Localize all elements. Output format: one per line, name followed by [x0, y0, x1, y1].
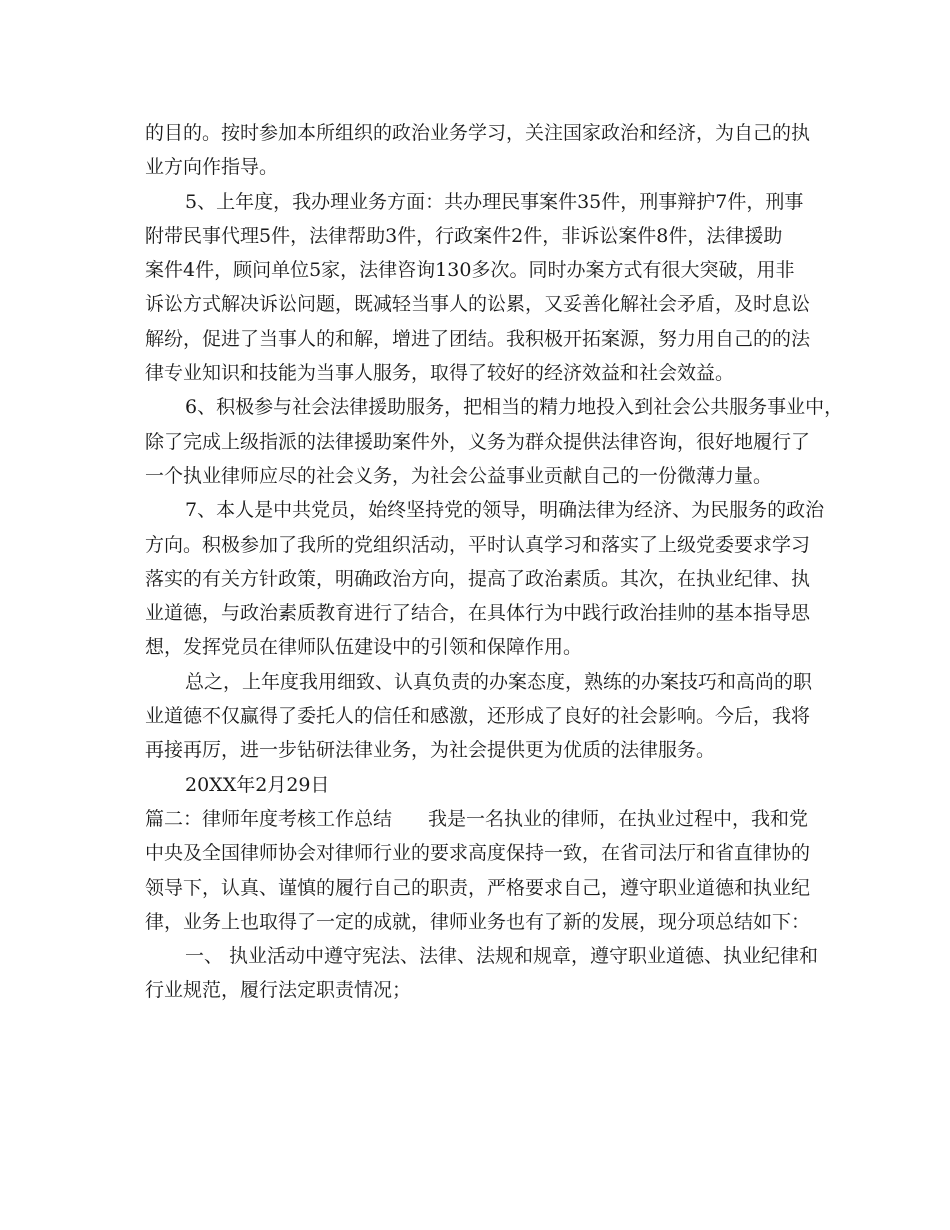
paragraph-6-start: 6、积极参与社会法律援助服务，把相当的精力地投入到社会公共服务事业中， — [185, 396, 844, 419]
section-title-line — [145, 802, 820, 836]
text-line: 业道德不仅赢得了委托人的信任和感激，还形成了良好的社会影响。今后，我将 — [145, 705, 811, 728]
date-line: 20XX年2月29日 — [185, 773, 330, 796]
text-line: 落实的有关方针政策，明确政治方向，提高了政治素质。其次，在执业纪律、执 — [145, 567, 811, 590]
text-line: 案件4件，顾问单位5家，法律咨询130多次。同时办案方式有很大突破，用非 — [145, 259, 795, 282]
section-title: 篇二：律师年度考核工作总结 — [145, 807, 393, 830]
text-line: 律，业务上也取得了一定的成就，律师业务也有了新的发展，现分项总结如下： — [145, 910, 811, 933]
paragraph-7-start: 7、本人是中共党员，始终坚持党的领导，明确法律为经济、为民服务的政治 — [185, 499, 825, 522]
text-line: 除了完成上级指派的法律援助案件外，义务为群众提供法律咨询，很好地履行了 — [145, 430, 811, 453]
text-line: 诉讼方式解决诉讼问题，既减轻当事人的讼累，又妥善化解社会矛盾，及时息讼 — [145, 293, 811, 316]
text-line: 行业规范，履行法定职责情况； — [145, 979, 412, 1002]
text-line: 业道德，与政治素质教育进行了结合，在具体行为中践行政治挂帅的基本指导思 — [145, 602, 811, 625]
text-line: 方向。积极参加了我所的党组织活动，平时认真学习和落实了上级党委要求学习 — [145, 533, 811, 556]
text-line: 想，发挥党员在律师队伍建设中的引领和保障作用。 — [145, 636, 583, 659]
text-line: 律专业知识和技能为当事人服务，取得了较好的经济效益和社会效益。 — [145, 362, 735, 385]
text-line: 再接再厉，进一步钻研法律业务，为社会提供更为优质的法律服务。 — [145, 739, 716, 762]
summary-paragraph-start: 总之，上年度我用细致、认真负责的办案态度，熟练的办案技巧和高尚的职 — [185, 670, 813, 693]
item-one-start: 一、 执业活动中遵守宪法、法律、法规和规章，遵守职业道德、执业纪律和 — [185, 945, 819, 968]
text-line: 中央及全国律师协会对律师行业的要求高度保持一致，在省司法厅和省直律协的 — [145, 842, 811, 865]
text-line: 一个执业律师应尽的社会义务，为社会公益事业贡献自己的一份微薄力量。 — [145, 464, 773, 487]
document-body — [145, 116, 844, 1008]
text-line: 附带民事代理5件，法律帮助3件，行政案件2件，非诉讼案件8件，法律援助 — [145, 224, 783, 247]
text-line: 业方向作指导。 — [145, 156, 279, 179]
paragraph-5-start: 5、上年度，我办理业务方面：共办理民事案件35件，刑事辩护7件，刑事 — [185, 190, 804, 213]
text-line: 领导下，认真、谨慎的履行自己的职责，严格要求自己，遵守职业道德和执业纪 — [145, 876, 811, 899]
text-line: 解纷，促进了当事人的和解，增进了团结。我积极开拓案源，努力用自己的的法 — [145, 327, 811, 350]
section-first-line: 我是一名执业的律师，在执业过程中，我和党 — [428, 807, 809, 830]
text-line: 的目的。按时参加本所组织的政治业务学习，关注国家政治和经济，为自己的执 — [145, 122, 811, 144]
